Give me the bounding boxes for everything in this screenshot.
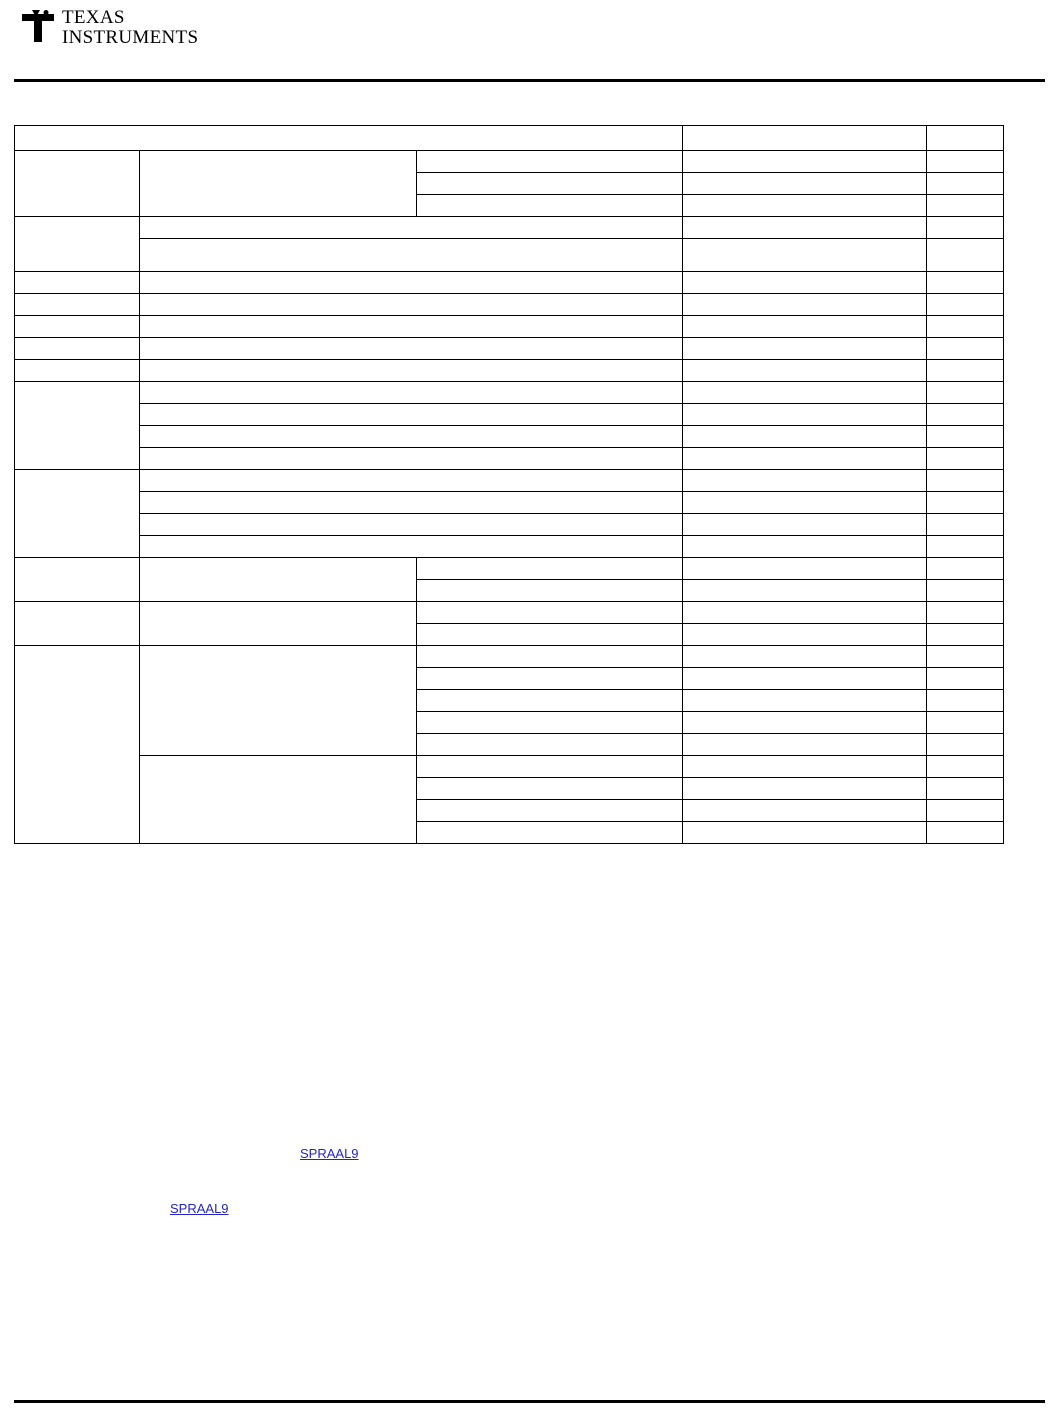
specification-table-container — [14, 125, 1004, 844]
table-cell-parameter — [15, 470, 140, 558]
table-cell-unit — [926, 558, 1003, 580]
logo-line-2: INSTRUMENTS — [62, 27, 199, 49]
table-cell-condition — [417, 602, 683, 624]
table-cell-value — [683, 536, 927, 558]
table-cell-parameter — [15, 217, 140, 272]
page-header — [0, 0, 1059, 86]
table-cell-parameter — [15, 558, 140, 602]
table-cell-parameter — [15, 338, 140, 360]
table-cell-unit — [926, 294, 1003, 316]
table-cell-description — [139, 360, 683, 382]
table-cell-unit — [926, 239, 1003, 272]
table-row — [15, 382, 1004, 404]
table-cell-value — [683, 580, 927, 602]
table-cell-condition — [417, 712, 683, 734]
table-row — [15, 338, 1004, 360]
table-cell-value — [683, 448, 927, 470]
table-cell-condition — [417, 558, 683, 580]
ti-mark-icon — [20, 10, 56, 44]
table-cell-unit — [926, 448, 1003, 470]
table-cell-unit — [926, 470, 1003, 492]
table-row — [15, 294, 1004, 316]
table-cell-description — [139, 470, 683, 492]
table-row — [15, 492, 1004, 514]
ti-wordmark — [62, 8, 198, 48]
table-cell-unit — [926, 426, 1003, 448]
table-cell-unit — [926, 382, 1003, 404]
table-cell-value — [683, 778, 927, 800]
table-cell-value — [683, 360, 927, 382]
table-cell-parameter — [15, 360, 140, 382]
table-row — [15, 558, 1004, 580]
table-cell-unit — [926, 822, 1003, 844]
table-cell-unit — [926, 602, 1003, 624]
table-cell-value — [683, 712, 927, 734]
table-cell-value — [683, 382, 927, 404]
table-cell-parameter — [15, 602, 140, 646]
table-cell-parameter — [15, 382, 140, 470]
table-cell-condition — [417, 624, 683, 646]
table-cell-value — [683, 668, 927, 690]
table-row — [15, 217, 1004, 239]
table-cell-description — [139, 316, 683, 338]
table-row — [15, 514, 1004, 536]
table-cell-description — [139, 217, 683, 239]
table-cell-condition — [417, 646, 683, 668]
table-cell-value — [683, 173, 927, 195]
table-cell-unit — [926, 360, 1003, 382]
table-cell-description — [139, 646, 417, 756]
table-cell-parameter — [15, 151, 140, 217]
table-cell-description — [139, 404, 683, 426]
header-divider — [14, 79, 1045, 82]
table-cell-value — [683, 195, 927, 217]
table-cell — [683, 126, 927, 151]
table-cell-unit — [926, 800, 1003, 822]
table-row — [15, 646, 1004, 668]
table-cell-unit — [926, 690, 1003, 712]
table-cell-condition — [417, 778, 683, 800]
table-row — [15, 602, 1004, 624]
table-cell-value — [683, 239, 927, 272]
table-cell-value — [683, 756, 927, 778]
table-cell-value — [683, 404, 927, 426]
texas-instruments-logo — [20, 8, 200, 54]
table-row — [15, 316, 1004, 338]
table-cell-description — [139, 239, 683, 272]
table-cell-value — [683, 624, 927, 646]
table-cell-parameter — [15, 646, 140, 844]
table-cell-unit — [926, 646, 1003, 668]
table-cell-value — [683, 734, 927, 756]
table-cell-unit — [926, 272, 1003, 294]
table-cell — [15, 126, 683, 151]
table-cell-unit — [926, 151, 1003, 173]
footer-divider — [14, 1400, 1045, 1403]
table-cell-value — [683, 822, 927, 844]
table-cell-value — [683, 646, 927, 668]
table-cell-value — [683, 800, 927, 822]
table-row — [15, 448, 1004, 470]
table-cell-unit — [926, 492, 1003, 514]
table-cell-value — [683, 690, 927, 712]
table-row — [15, 756, 1004, 778]
table-cell-unit — [926, 404, 1003, 426]
table-cell-value — [683, 558, 927, 580]
table-cell-unit — [926, 712, 1003, 734]
table-row — [15, 470, 1004, 492]
table-cell — [926, 126, 1003, 151]
table-cell-description — [139, 536, 683, 558]
table-cell-description — [139, 426, 683, 448]
table-cell-description — [139, 756, 417, 844]
table-cell-value — [683, 426, 927, 448]
table-cell-description — [139, 514, 683, 536]
table-cell-unit — [926, 514, 1003, 536]
table-cell-unit — [926, 217, 1003, 239]
table-cell-value — [683, 217, 927, 239]
spraal9-link-2[interactable]: SPRAAL9 — [170, 1201, 229, 1216]
table-row — [15, 239, 1004, 272]
table-cell-unit — [926, 734, 1003, 756]
table-cell-value — [683, 151, 927, 173]
table-cell-description — [139, 294, 683, 316]
table-cell-description — [139, 602, 417, 646]
table-body — [15, 126, 1004, 844]
table-cell-unit — [926, 536, 1003, 558]
table-cell-condition — [417, 668, 683, 690]
logo-line-1: TEXAS — [62, 7, 125, 28]
table-cell-value — [683, 514, 927, 536]
table-cell-condition — [417, 822, 683, 844]
table-cell-description — [139, 382, 683, 404]
table-row — [15, 360, 1004, 382]
table-cell-condition — [417, 734, 683, 756]
footnote-line-1 — [300, 1146, 359, 1161]
table-cell-condition — [417, 690, 683, 712]
table-cell-condition — [417, 173, 683, 195]
spraal9-link-1[interactable]: SPRAAL9 — [300, 1146, 359, 1161]
table-row — [15, 151, 1004, 173]
table-cell-condition — [417, 800, 683, 822]
table-cell-value — [683, 470, 927, 492]
table-cell-condition — [417, 195, 683, 217]
table-cell-unit — [926, 756, 1003, 778]
table-cell-unit — [926, 624, 1003, 646]
table-cell-unit — [926, 316, 1003, 338]
table-cell-condition — [417, 580, 683, 602]
table-cell-value — [683, 602, 927, 624]
table-row — [15, 536, 1004, 558]
table-cell-description — [139, 272, 683, 294]
table-cell-value — [683, 316, 927, 338]
table-cell-parameter — [15, 272, 140, 294]
footnote-line-2 — [170, 1201, 229, 1216]
table-cell-condition — [417, 756, 683, 778]
table-cell-parameter — [15, 294, 140, 316]
table-cell-unit — [926, 580, 1003, 602]
table-row — [15, 272, 1004, 294]
table-cell-description — [139, 558, 417, 602]
table-cell-unit — [926, 173, 1003, 195]
specification-table — [14, 125, 1004, 844]
table-cell-description — [139, 151, 417, 217]
table-cell-unit — [926, 778, 1003, 800]
table-cell-value — [683, 338, 927, 360]
table-cell-unit — [926, 195, 1003, 217]
table-row — [15, 126, 1004, 151]
table-row — [15, 404, 1004, 426]
table-cell-description — [139, 448, 683, 470]
table-cell-unit — [926, 338, 1003, 360]
table-row — [15, 426, 1004, 448]
table-cell-parameter — [15, 316, 140, 338]
table-cell-value — [683, 272, 927, 294]
table-cell-value — [683, 492, 927, 514]
table-cell-description — [139, 338, 683, 360]
table-cell-unit — [926, 668, 1003, 690]
table-cell-description — [139, 492, 683, 514]
table-cell-condition — [417, 151, 683, 173]
table-cell-value — [683, 294, 927, 316]
